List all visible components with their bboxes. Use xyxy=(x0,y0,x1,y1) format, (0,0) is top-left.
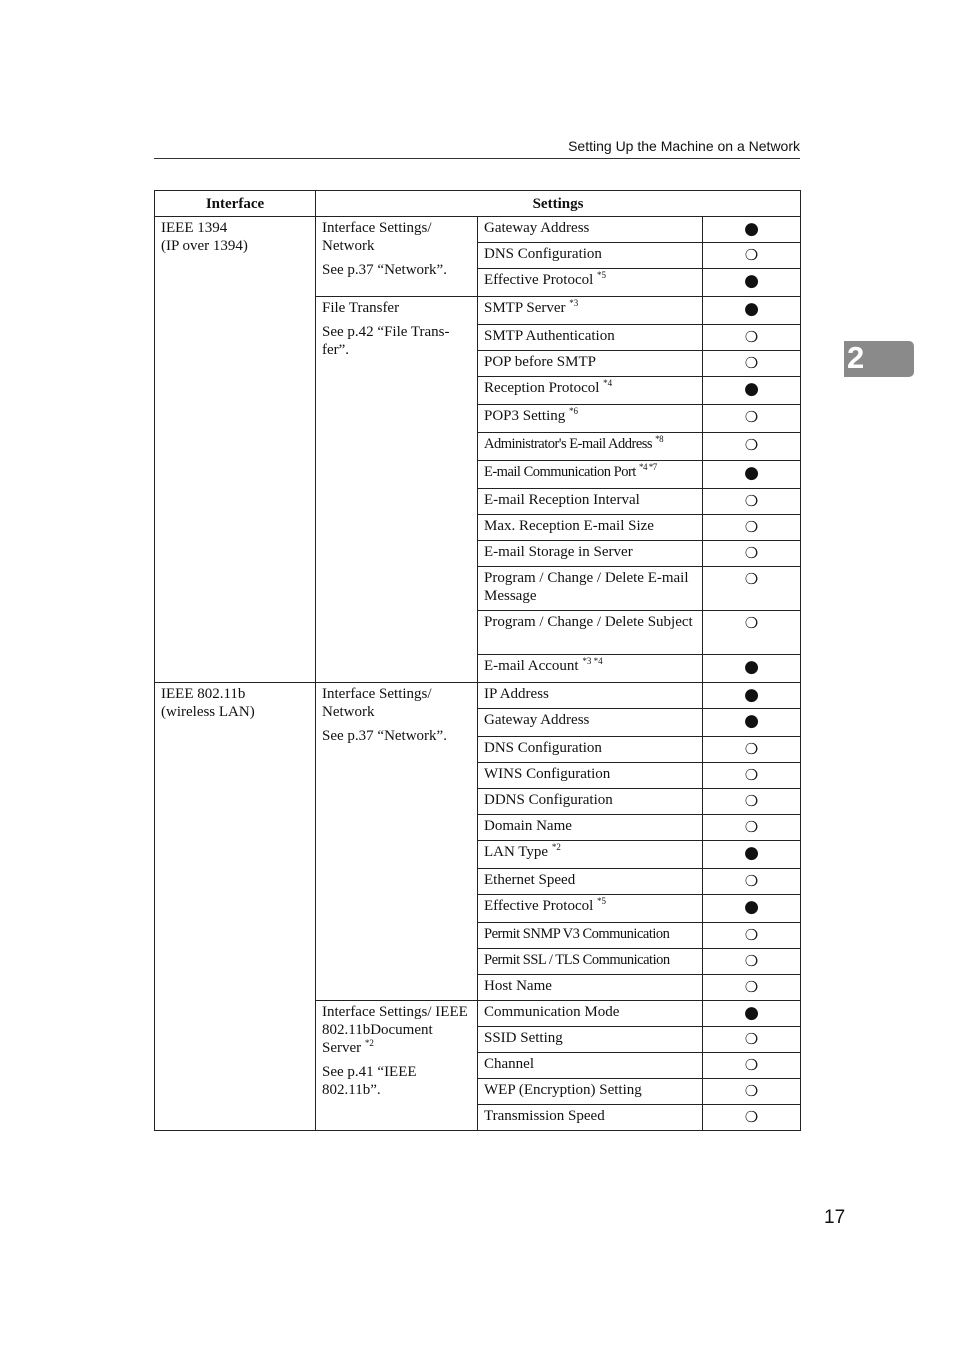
interface-cell-ieee1394 xyxy=(155,217,316,683)
group-title: Interface Settings/ Network xyxy=(322,686,432,720)
setting-label: Gateway Address xyxy=(478,709,703,737)
group-cell xyxy=(316,683,478,1001)
setting-label: Max. Reception E-mail Size xyxy=(478,515,703,541)
chapter-number: 2 xyxy=(847,340,865,375)
setting-label: SMTP Server $^{*3}$ xyxy=(478,297,703,325)
availability-symbol: ❍ xyxy=(703,1053,801,1079)
settings-table xyxy=(154,190,801,1131)
availability-symbol: ● xyxy=(703,1001,801,1027)
setting-label: Reception Protocol $^{*4}$ xyxy=(478,377,703,405)
availability-symbol: ● xyxy=(703,461,801,489)
availability-symbol: ❍ xyxy=(703,1105,801,1131)
group-cell xyxy=(316,217,478,297)
setting-label: E-mail Reception Interval xyxy=(478,489,703,515)
setting-label: Program / Change / Delete E-mail Message xyxy=(478,567,703,611)
availability-symbol: ❍ xyxy=(703,433,801,461)
setting-label: Program / Change / Delete Subject xyxy=(478,611,703,655)
interface-detail: (wireless LAN) xyxy=(161,704,255,720)
group-cell xyxy=(316,1001,478,1131)
availability-symbol: ❍ xyxy=(703,949,801,975)
availability-symbol: ❍ xyxy=(703,611,801,655)
availability-symbol: ❍ xyxy=(703,325,801,351)
setting-label: Channel xyxy=(478,1053,703,1079)
table-row xyxy=(155,217,801,243)
availability-symbol: ❍ xyxy=(703,737,801,763)
setting-label: Permit SNMP V3 Communication xyxy=(478,923,703,949)
setting-label: E-mail Communication Port $^{*4 *7}$ xyxy=(478,461,703,489)
availability-symbol: ❍ xyxy=(703,923,801,949)
group-title: Interface Settings/ Network xyxy=(322,220,432,254)
group-reference: See p.37 “Network”. xyxy=(322,728,447,744)
availability-symbol: ❍ xyxy=(703,789,801,815)
setting-label: Effective Protocol $^{*5}$ xyxy=(478,269,703,297)
availability-symbol: ❍ xyxy=(703,1079,801,1105)
group-reference: See p.37 “Network”. xyxy=(322,262,447,278)
header-interface: Interface xyxy=(155,191,316,217)
availability-symbol: ● xyxy=(703,269,801,297)
setting-label: SMTP Authentication xyxy=(478,325,703,351)
setting-label: Permit SSL / TLS Communication xyxy=(478,949,703,975)
availability-symbol: ● xyxy=(703,683,801,709)
group-reference: See p.42 “File Trans- fer”. xyxy=(322,324,450,358)
setting-label: DNS Configuration xyxy=(478,737,703,763)
running-head: Setting Up the Machine on a Network xyxy=(568,138,800,154)
setting-label: DNS Configuration xyxy=(478,243,703,269)
availability-symbol: ● xyxy=(703,297,801,325)
setting-label: POP before SMTP xyxy=(478,351,703,377)
availability-symbol: ❍ xyxy=(703,515,801,541)
setting-label: DDNS Configuration xyxy=(478,789,703,815)
availability-symbol: ● xyxy=(703,841,801,869)
setting-label: Administrator's E-mail Address $^{*8}$ xyxy=(478,433,703,461)
setting-label: POP3 Setting $^{*6}$ xyxy=(478,405,703,433)
setting-label: Domain Name xyxy=(478,815,703,841)
setting-label: Gateway Address xyxy=(478,217,703,243)
setting-label: Transmission Speed xyxy=(478,1105,703,1131)
interface-name: IEEE 802.11b xyxy=(161,686,246,702)
setting-label: LAN Type $^{*2}$ xyxy=(478,841,703,869)
setting-label: IP Address xyxy=(478,683,703,709)
availability-symbol: ❍ xyxy=(703,567,801,611)
setting-label: WEP (Encryption) Setting xyxy=(478,1079,703,1105)
setting-label: Effective Protocol $^{*5}$ xyxy=(478,895,703,923)
header-rule xyxy=(154,158,800,159)
availability-symbol: ❍ xyxy=(703,541,801,567)
interface-name: IEEE 1394 xyxy=(161,220,228,236)
setting-label: SSID Setting xyxy=(478,1027,703,1053)
group-title: Interface Settings/ IEEE 802.11bDocument Server $^{*2}$ xyxy=(322,1004,468,1056)
setting-label: Communication Mode xyxy=(478,1001,703,1027)
availability-symbol: ❍ xyxy=(703,405,801,433)
header-settings: Settings xyxy=(316,191,801,217)
group-reference: See p.41 “IEEE 802.11b”. xyxy=(322,1064,417,1098)
setting-label: E-mail Account $^{*3 *4}$ xyxy=(478,655,703,683)
availability-symbol: ❍ xyxy=(703,1027,801,1053)
availability-symbol: ● xyxy=(703,709,801,737)
group-title: File Transfer xyxy=(322,300,400,316)
availability-symbol: ❍ xyxy=(703,763,801,789)
table-header-row xyxy=(155,191,801,217)
setting-label: Host Name xyxy=(478,975,703,1001)
availability-symbol: ● xyxy=(703,217,801,243)
group-cell xyxy=(316,297,478,683)
availability-symbol: ● xyxy=(703,377,801,405)
availability-symbol: ❍ xyxy=(703,869,801,895)
availability-symbol: ❍ xyxy=(703,975,801,1001)
setting-label: Ethernet Speed xyxy=(478,869,703,895)
table-row xyxy=(155,683,801,709)
availability-symbol: ● xyxy=(703,895,801,923)
page-number: 17 xyxy=(824,1207,846,1228)
availability-symbol: ❍ xyxy=(703,815,801,841)
interface-cell-ieee80211b xyxy=(155,683,316,1131)
availability-symbol: ❍ xyxy=(703,489,801,515)
interface-detail: (IP over 1394) xyxy=(161,238,248,254)
availability-symbol: ❍ xyxy=(703,243,801,269)
setting-label: E-mail Storage in Server xyxy=(478,541,703,567)
setting-label: WINS Configuration xyxy=(478,763,703,789)
availability-symbol: ● xyxy=(703,655,801,683)
chapter-tab xyxy=(844,341,914,377)
availability-symbol: ❍ xyxy=(703,351,801,377)
